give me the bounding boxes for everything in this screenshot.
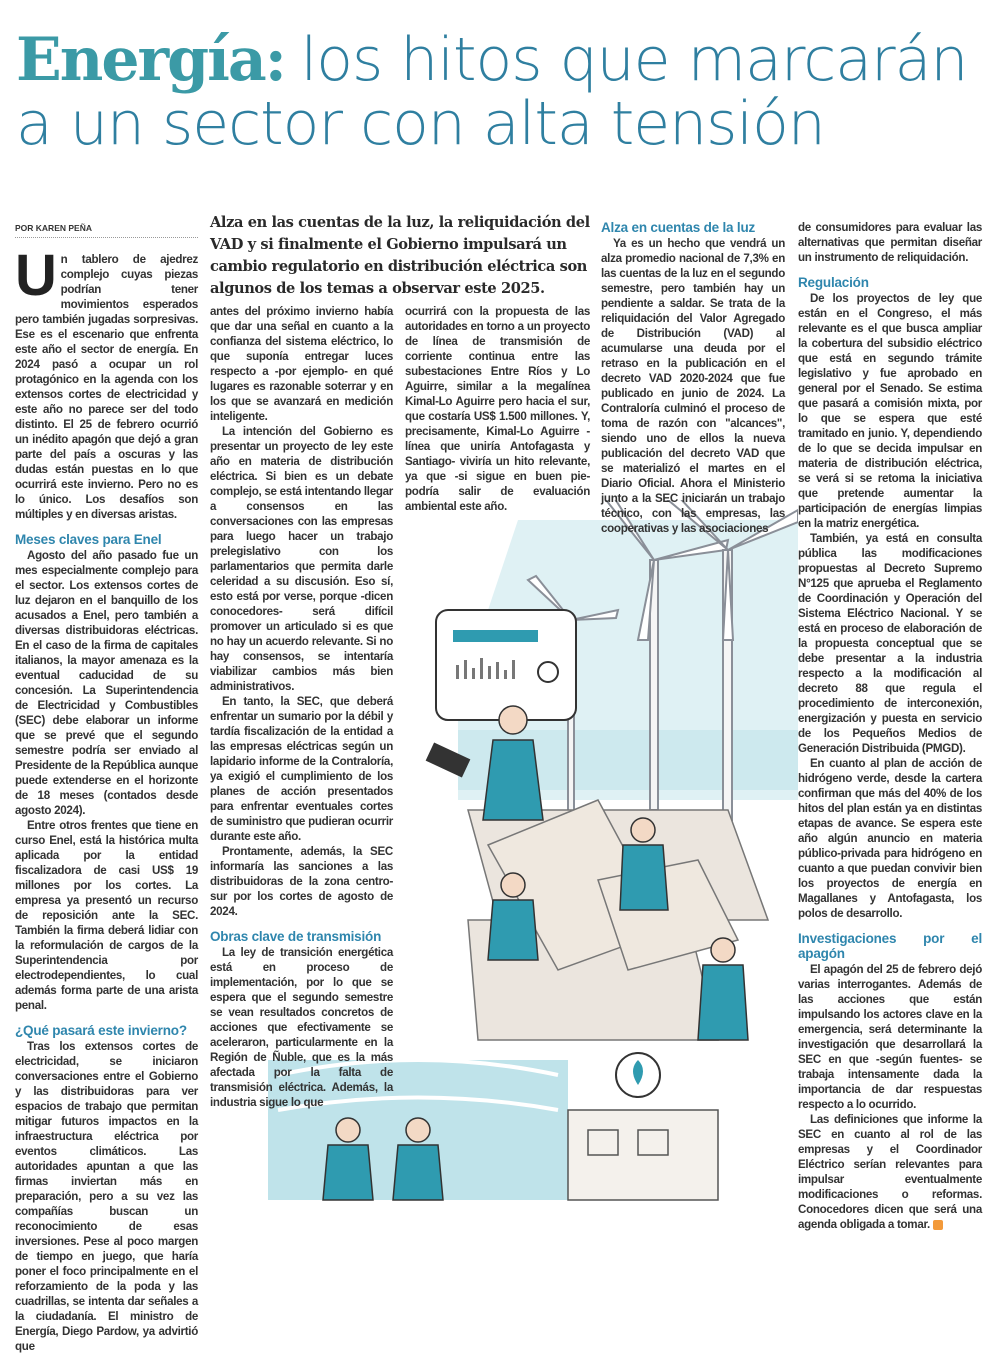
paragraph-text: Las definiciones que informe la SEC en cuanto al rol de las empresas y el Coordinador Eléctrico serían relevantes para impulsar eventualmente modificaciones o reformas. Conocedores dicen que será una agenda obligada a tomar.	[798, 1113, 982, 1231]
headline-line1: los hitos que marcarán	[300, 25, 968, 95]
paragraph: En cuanto al plan de acción de hidrógeno verde, desde la cartera confirman que más del 40% de los hitos del plan están ya en distintas etapas de avance. Se espera este año algún anuncio en materia público-privada para hidrógeno en cuanto a que puedan convivir bien los proyectos de energía en Magallanes y Antofagasta, los polos de desarrollo.	[798, 757, 982, 920]
column-1	[15, 243, 198, 1354]
column-5	[798, 220, 982, 1232]
headline-line2: a un sector con alta tensión	[16, 89, 825, 159]
paragraph: También, ya está en consulta pública las modificaciones propuestas al Decreto Supremo N°125 que aprueba el Reglamento de Coordinación y Operación del Sistema Eléctrico Nacional. Y se está en proceso de elaboración de la propuesta conceptual que se debe presentar a la industria respecto a la modificación al decreto 88 que regula el procedimiento de interconexión, energización y puesta en servicio de los Pequeños Medios de Generación Distribuida (PMGD).	[798, 532, 982, 755]
section-heading-invierno: ¿Qué pasará este invierno?	[15, 1023, 187, 1038]
paragraph: Entre otros frentes que tiene en curso Enel, está la histórica multa aplicada por la entidad fiscalizadora de casi US$ 19 millones por los cortes. La empresa ya presentó un recurso de reposición ante la SEC. También la firma deberá lidiar con la reformulación de cargos de la Superintendencia por electrodependientes, lo cual además forma parte de una arista penal.	[15, 819, 198, 1012]
column-3	[405, 304, 590, 514]
section-heading-apagon: Investigaciones por el apagón	[798, 931, 982, 961]
paragraph: La intención del Gobierno es presentar un proyecto de ley este año en materia de distribución eléctrica. Si bien es un debate complejo, se está intentando llegar a consensos en las conversaciones con las empresas para luego hacer un trabajo prelegislativo con los parlamentarios que permita darle celeridad a su discusión. Eso sí, esto está por verse, porque -dicen conocedores- será difícil promover un articulado si es que no hay un acuerdo relevante. Si no hay consensos, se intentaría viabilizar cambios más bien administrativos.	[210, 425, 393, 693]
section-heading-enel: Meses claves para Enel	[15, 532, 162, 547]
paragraph: La ley de transición energética está en proceso de implementación, por lo que se espera que el segundo semestre se vean resultados concretos de acciones que efectivamente se aceleraron, particularmente en la Región de Ñuble, que es la más afectada por la falta de transmisión eléctrica. Además, la industria sigue lo que	[210, 946, 393, 1109]
paragraph: antes del próximo invierno había que dar una señal en cuanto a la confianza del sistema eléctrico, lo que suponía entregar luces respecto a -por ejemplo- en qué lugares es razonable soterrar y en los que se avanzará en medición inteligente.	[210, 305, 393, 423]
building	[568, 1110, 718, 1200]
end-mark-icon	[933, 1220, 943, 1230]
headline	[16, 25, 968, 159]
paragraph: de consumidores para evaluar las alternativas que permitan diseñar un instrumento de reliquidación.	[798, 221, 982, 264]
paragraph: ocurrirá con la propuesta de las autoridades en torno a un proyecto de línea de transmisión de corriente continua entre las subestaciones Entre Ríos y Lo Aguirre, similar a la megalínea Kimal-Lo Aguirre pero hacia el sur, que costaría US$ 1.500 millones. Y, precisamente, Kimal-Lo Aguirre -línea que uniría Antofagasta y Santiago- viviría un hito relevante, ya que -si sigue en buen pie- podría salir de evaluación ambiental este año.	[405, 305, 590, 513]
column-2	[210, 304, 393, 1110]
headline-keyword: Energía:	[16, 25, 285, 95]
paragraph: El apagón del 25 de febrero dejó varias interrogantes. Además de las acciones que están impulsando los actores clave en la emergencia, será determinante la investigación que desarrollará la SEC en que -según fuentes- se trabaja intensamente dada la importancia de dar respuestas respecto a lo ocurrido.	[798, 963, 982, 1111]
dashboard-panel	[436, 610, 576, 720]
paragraph: Ya es un hecho que vendrá un alza promedio nacional de 7,3% en las cuentas de la luz en el segundo semestre, pero también hay un pendiente a saldar. Se trata de la reliquidación del Valor Agregado de Distribución (VAD) al acumularse una deuda por el retraso en la publicación en el decreto VAD 2020-2024 que fue publicado en junio de 2024. La Contraloría culminó el proceso de toma de razón con "alcances", siendo uno de ellos la nueva publicación del decreto VAD que se materializó el martes en el Diario Oficial. Ahora el Ministerio junto a la SEC iniciarán un trabajo técnico, con las empresas, las cooperativas y las asociaciones	[601, 237, 785, 535]
section-heading-alza: Alza en cuentas de la luz	[601, 220, 756, 235]
byline: POR KAREN PEÑA	[15, 223, 198, 238]
drop-cap: U	[15, 243, 57, 308]
lightbulb-icon	[616, 1053, 660, 1097]
paragraph: Prontamente, además, la SEC informaría las sanciones a las distribuidoras de la zona centro-sur por los cortes de agosto de 2024.	[210, 845, 393, 918]
paragraph: De los proyectos de ley que están en el Congreso, el más relevante es el que busca ampliar la cobertura del subsidio eléctrico que está en segundo trámite legislativo y fue aprobado en general por el Senado. Se estima que pasará a comisión mixta, por lo que se espera que esté tramitado en junio. Y, dependiendo de lo que se decida impulsar en materia de distribución eléctrica, se verá si se retoma la iniciativa que pretende aumentar la participación de energías limpias en la matriz energética.	[798, 292, 982, 530]
section-heading-transmision: Obras clave de transmisión	[210, 929, 382, 944]
section-heading-regulacion: Regulación	[798, 275, 869, 290]
paragraph: Agosto del año pasado fue un mes especialmente complejo para el sector. Los extensos cortes de luz dejaron en el banquillo de los acusados a Enel, pero también a diversas distribuidoras eléctricas. En el caso de la firma de capitales italianos, la mayor amenaza es la eventual caducidad de su concesión. La Superintendencia de Electricidad y Combustibles (SEC) debe elaborar un informe que se prevé que el segundo semestre podría ser enviado al Presidente de la República aunque puede extenderse en el horizonte de 18 meses (contados desde agosto 2024).	[15, 549, 198, 817]
paragraph: En tanto, la SEC, que deberá enfrentar un sumario por la débil y tardía fiscalización de la entidad a las empresas eléctricas según un lapidario informe de la Contraloría, ya exigió el cumplimiento de los planes de acción presentados para enfrentar eventuales cortes de suministro que pudieran ocurrir durante este año.	[210, 695, 393, 843]
column-4	[601, 220, 785, 536]
deck-subtitle: Alza en las cuentas de la luz, la reliquidación del VAD y si finalmente el Gobierno impulsará un cambio regulatorio en distribución eléctrica son algunos de los temas a observar este 2025.	[210, 214, 590, 297]
final-paragraph	[798, 1112, 982, 1232]
intro-paragraph	[15, 243, 198, 522]
intro-text: n tablero de ajedrez complejo cuyas piezas podrían tener movimientos esperados pero también jugadas sorpresivas. Ese es el escenario que enfrenta este año el sector de energía. En 2024 pasó a ocupar un rol protagónico en la agenda con los extensos cortes de electricidad y este año no parece ser del todo distinto. El 25 de febrero ocurrió un inédito apagón que dejó a gran parte del país a oscuras y las dudas están puestas en lo que ocurrirá este invierno. Pero no es lo único. Los desafíos son múltiples y en diversas aristas.	[15, 253, 198, 521]
paragraph: Tras los extensos cortes de electricidad, se iniciaron conversaciones entre el Gobierno y las distribuidoras para ver espacios de trabajo que permitan mitigar futuros impactos en la infraestructura eléctrica por eventos climáticos. Las autoridades apuntan a que las firmas inviertan más en preparación, pero a su vez las compañías buscan un reconocimiento de esas inversiones. Pese al poco margen de tiempo en juego, que haría poner el foco principalmente en el reforzamiento de la poda y las cuadrillas, se intenta dar señales a la ciudadanía. El ministro de Energía, Diego Pardow, ya advirtió que	[15, 1040, 198, 1353]
